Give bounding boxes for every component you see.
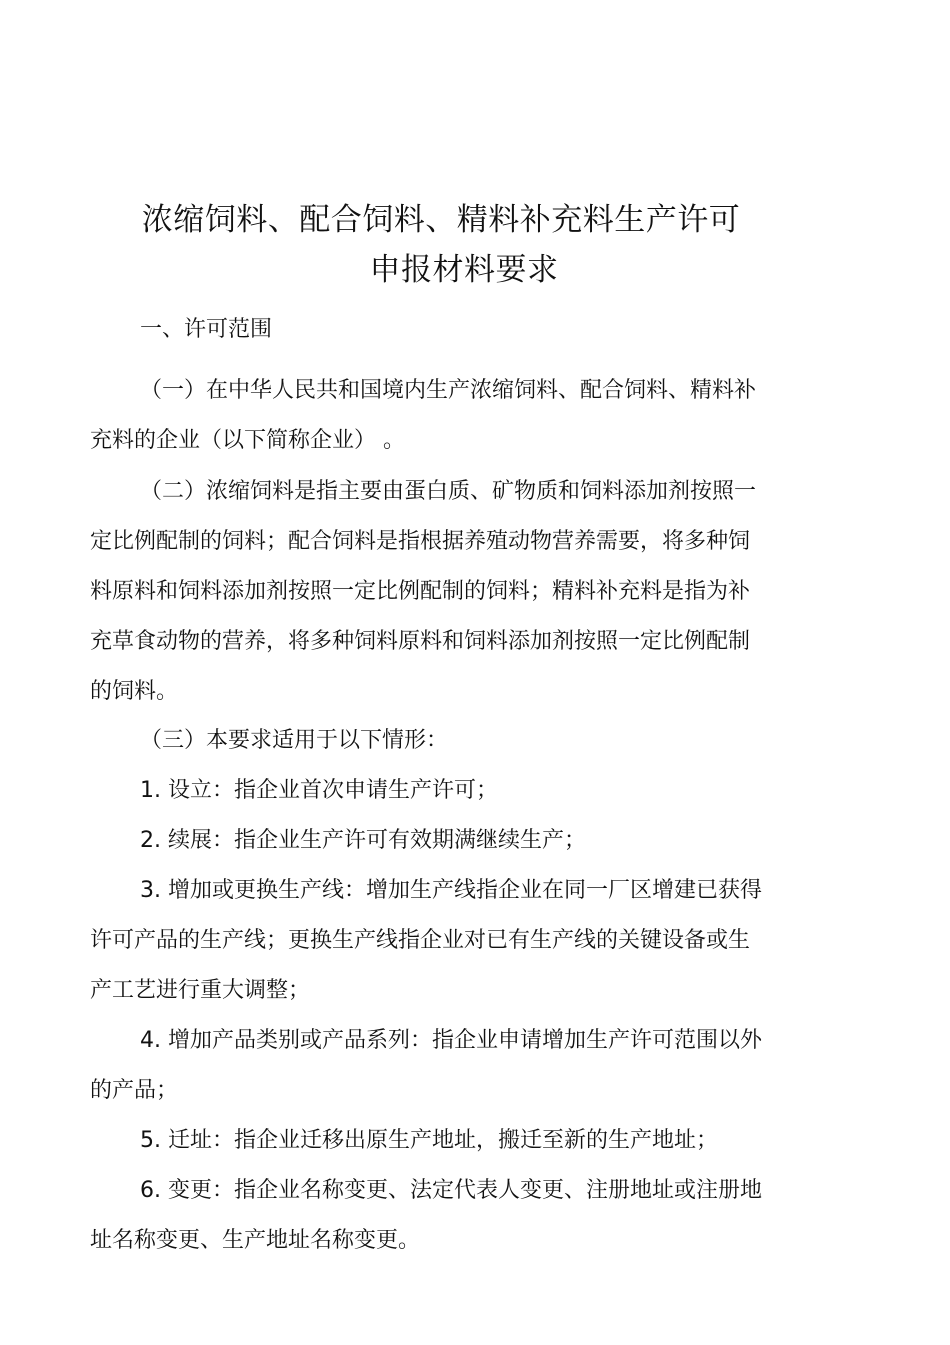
paragraph-2: [90, 467, 790, 717]
paragraph-line: （二）浓缩饲料是指主要由蛋白质、矿物质和饲料添加剂按照一: [140, 479, 757, 504]
paragraph-line: 产工艺进行重大调整；: [90, 978, 311, 1003]
paragraph-line: 4. 增加产品类别或产品系列：指企业申请增加生产许可范围以外: [140, 1028, 762, 1053]
paragraph-line: 3. 增加或更换生产线：增加生产线指企业在同一厂区增建已获得: [140, 878, 762, 903]
paragraph-line: （三）本要求适用于以下情形：: [140, 728, 449, 753]
paragraph-line: 的饲料。: [90, 679, 179, 704]
paragraph-line: 2. 续展：指企业生产许可有效期满继续生产；: [140, 828, 586, 853]
paragraph-line: 定比例配制的饲料；配合饲料是指根据养殖动物营养需要，将多种饲: [90, 529, 751, 554]
paragraph-line: 充草食动物的营养，将多种饲料原料和饲料添加剂按照一定比例配制: [90, 629, 751, 654]
document-title-line1: 浓缩饲料、配合饲料、精料补充料生产许可: [141, 202, 741, 238]
paragraph-line: 料原料和饲料添加剂按照一定比例配制的饲料；精料补充料是指为补: [90, 579, 751, 604]
paragraph-line: 的产品；: [90, 1078, 179, 1103]
paragraph-1: [90, 366, 790, 466]
list-item-6: [90, 1166, 790, 1266]
section-heading-permit-scope: 一、许可范围: [140, 317, 273, 342]
list-item-2: [90, 816, 790, 866]
list-item-3: [90, 866, 790, 1016]
paragraph-line: 充料的企业（以下简称企业） 。: [90, 428, 405, 453]
paragraph-line: 6. 变更：指企业名称变更、法定代表人变更、注册地址或注册地: [140, 1178, 762, 1203]
list-item-4: [90, 1016, 790, 1116]
paragraph-line: 许可产品的生产线；更换生产线指企业对已有生产线的关键设备或生: [90, 928, 751, 953]
paragraph-line: 5. 迁址：指企业迁移出原生产地址，搬迁至新的生产地址；: [140, 1128, 718, 1153]
list-item-5: [90, 1116, 790, 1166]
paragraph-3: [90, 716, 790, 766]
paragraph-line: 1. 设立：指企业首次申请生产许可；: [140, 778, 498, 803]
paragraph-line: 址名称变更、生产地址名称变更。: [90, 1228, 421, 1253]
paragraph-line: （一）在中华人民共和国境内生产浓缩饲料、配合饲料、精料补: [140, 378, 757, 403]
list-item-1: [90, 766, 790, 816]
document-title-line2: 申报材料要求: [369, 252, 559, 288]
